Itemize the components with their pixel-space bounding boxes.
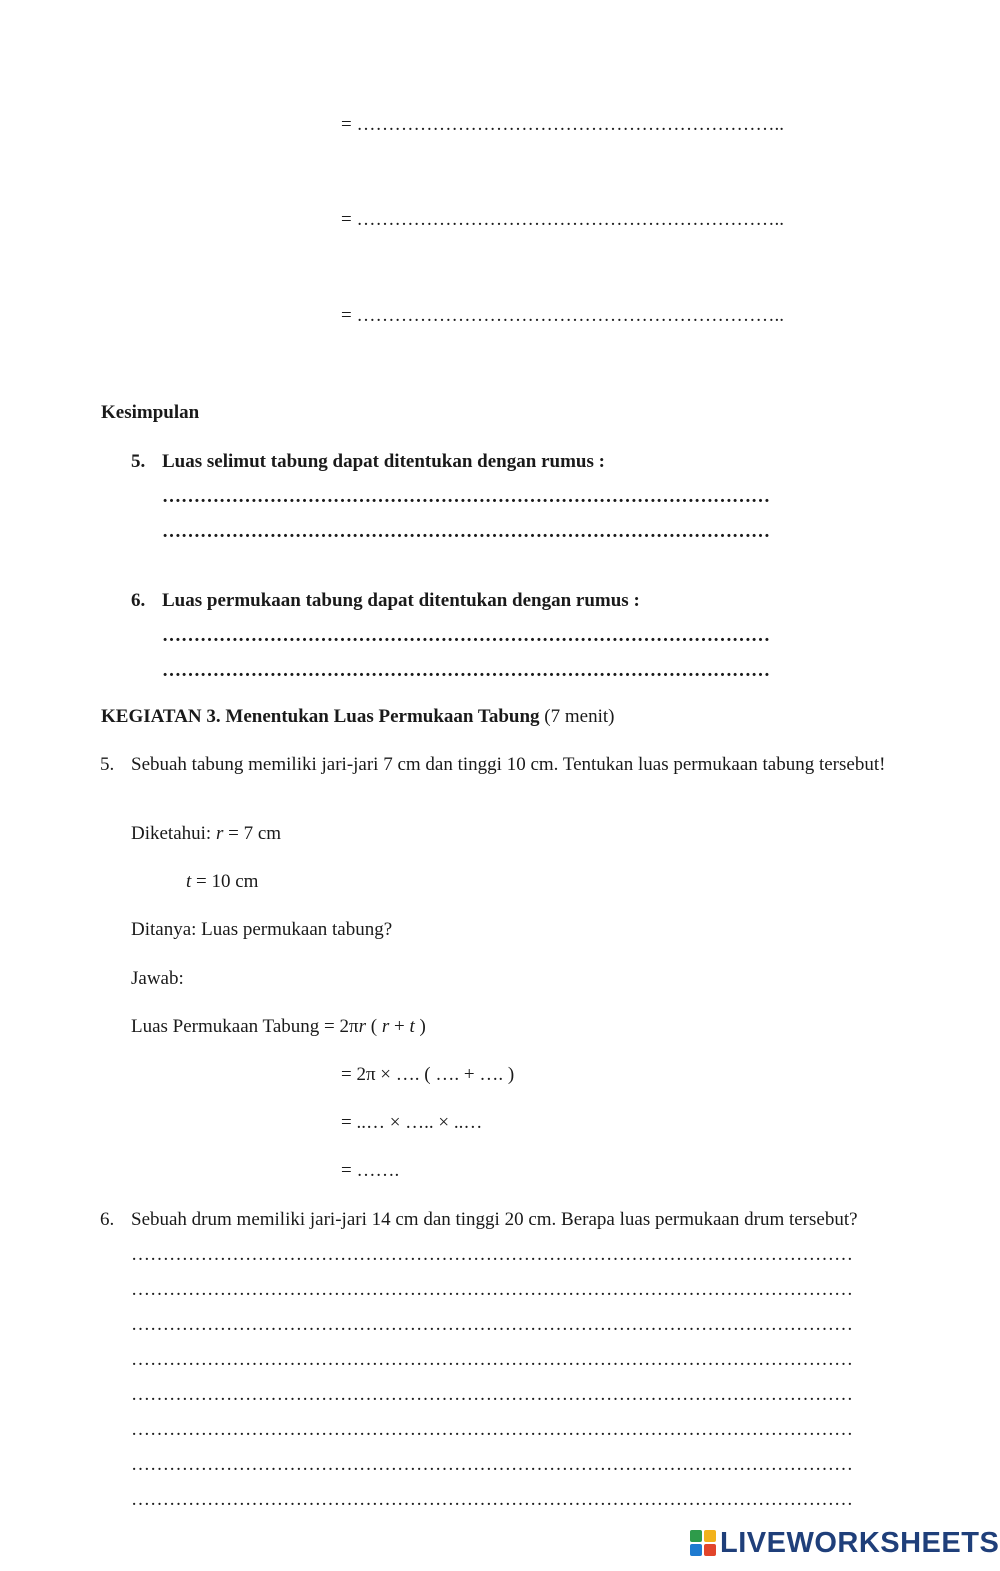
q6-answer-line[interactable]: …………………………………………………………………………………………………… — [131, 1384, 853, 1405]
q6-answer-line[interactable]: …………………………………………………………………………………………………… — [131, 1314, 853, 1335]
logo-square-blue — [690, 1544, 702, 1556]
conclusion-5-answer-line-1[interactable]: …………………………………………………………………………………… — [162, 486, 770, 507]
liveworksheets-wordmark: LIVEWORKSHEETS — [720, 1526, 1000, 1559]
conclusion-6-answer-line-2[interactable]: …………………………………………………………………………………… — [162, 660, 770, 681]
known-r — [131, 822, 281, 846]
kegiatan-title — [101, 705, 614, 729]
question-6-text: Sebuah drum memiliki jari-jari 14 cm dan tinggi 20 cm. Berapa luas permukaan drum tersebut? — [131, 1209, 858, 1230]
surface-area-formula — [131, 1015, 426, 1039]
q6-answer-line[interactable]: …………………………………………………………………………………………………… — [131, 1349, 853, 1370]
logo-square-green — [690, 1530, 702, 1542]
q6-answer-line[interactable]: …………………………………………………………………………………………………… — [131, 1279, 853, 1300]
kegiatan-duration: (7 menit) — [544, 706, 615, 727]
known-label: Diketahui: — [131, 823, 212, 844]
q6-answer-line[interactable]: …………………………………………………………………………………………………… — [131, 1489, 853, 1510]
q6-answer-line[interactable]: …………………………………………………………………………………………………… — [131, 1454, 853, 1475]
asked-text: Ditanya: Luas permukaan tabung? — [131, 919, 393, 940]
conclusion-5-number: 5. — [131, 451, 146, 472]
question-5-text: Sebuah tabung memiliki jari-jari 7 cm dan tinggi 10 cm. Tentukan luas permukaan tabung tersebut! — [131, 754, 886, 775]
kegiatan-title-bold: KEGIATAN 3. Menentukan Luas Permukaan Tabung — [101, 706, 540, 727]
t-variable: t — [186, 871, 192, 892]
answer-line-3[interactable]: = ………………………………………………………….. — [341, 305, 784, 326]
conclusion-5-answer-line-2[interactable]: …………………………………………………………………………………… — [162, 521, 770, 542]
formula-close: ) — [414, 1016, 426, 1037]
answer-line-1[interactable]: = ………………………………………………………….. — [341, 114, 784, 135]
conclusion-6-text: Luas permukaan tabung dapat ditentukan dengan rumus : — [162, 590, 640, 611]
kesimpulan-heading: Kesimpulan — [101, 402, 200, 423]
question-5-number: 5. — [100, 754, 115, 775]
formula-plus: + — [389, 1016, 410, 1037]
answer-label: Jawab: — [131, 968, 184, 989]
conclusion-6-number: 6. — [131, 590, 146, 611]
known-t — [186, 870, 258, 894]
formula-r2: r — [381, 1016, 390, 1037]
formula-step-3[interactable]: = ……. — [341, 1160, 400, 1181]
r-value: = 7 cm — [228, 823, 282, 844]
r-variable: r — [215, 823, 224, 844]
formula-open: ( — [366, 1016, 382, 1037]
formula-step-1[interactable]: = 2π × …. ( …. + …. ) — [341, 1064, 515, 1085]
logo-square-yellow — [704, 1530, 716, 1542]
t-value: = 10 cm — [196, 871, 259, 892]
answer-line-2[interactable]: = ………………………………………………………….. — [341, 209, 784, 230]
formula-prefix: Luas Permukaan Tabung = 2π — [131, 1016, 359, 1037]
formula-step-2[interactable]: = ..… × ….. × ..… — [341, 1112, 483, 1133]
liveworksheets-logo — [690, 1528, 999, 1558]
formula-r: r — [358, 1016, 366, 1037]
q6-answer-line[interactable]: …………………………………………………………………………………………………… — [131, 1419, 853, 1440]
formula-t: t — [409, 1016, 415, 1037]
q6-answer-line[interactable]: …………………………………………………………………………………………………… — [131, 1244, 853, 1265]
conclusion-5-text: Luas selimut tabung dapat ditentukan dengan rumus : — [162, 451, 605, 472]
question-6-number: 6. — [100, 1209, 115, 1230]
liveworksheets-logo-icon — [690, 1530, 716, 1556]
conclusion-6-answer-line-1[interactable]: …………………………………………………………………………………… — [162, 625, 770, 646]
logo-square-red — [704, 1544, 716, 1556]
